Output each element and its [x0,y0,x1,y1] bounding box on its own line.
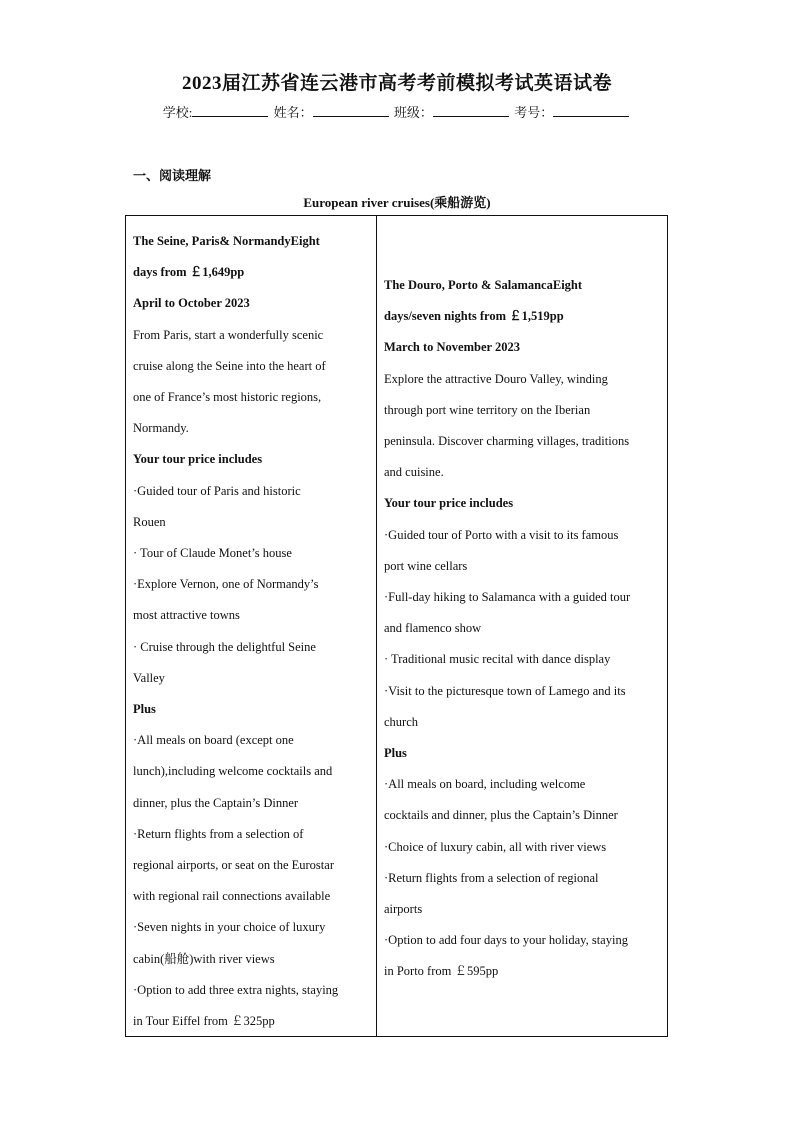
douro-text-line: cocktails and dinner, plus the Captain’s Dinner [384,808,618,823]
seine-text-line: Normandy. [133,421,189,436]
seine-text-line: Valley [133,670,165,685]
douro-text-line: ·Full-day hiking to Salamanca with a guided tour [384,590,631,605]
douro-text-line: Your tour price includes [384,496,514,511]
douro-text-line: · Traditional music recital with dance display [384,652,611,667]
seine-text-line: dinner, plus the Captain’s Dinner [133,795,299,810]
douro-text-line: and cuisine. [384,465,444,480]
seine-text-line: lunch),including welcome cocktails and [133,764,333,779]
douro-text-line: Plus [384,746,407,761]
douro-cruise-cell [377,216,667,1036]
seine-text-line: one of France’s most historic regions, [133,390,322,405]
seine-text-line: ·All meals on board (except one [133,733,294,748]
douro-text-line: port wine cellars [384,558,468,573]
douro-text-line: in Porto from ￡595pp [384,964,499,979]
page-title: 2023届江苏省连云港市高考考前模拟考试英语试卷 [181,73,612,94]
douro-text-line: March to November 2023 [384,340,520,355]
douro-text-line: through port wine territory on the Iberian [384,402,591,417]
seine-text-line: ·Return flights from a selection of [133,826,304,841]
douro-text-line: ·Guided tour of Porto with a visit to its famous [384,527,619,542]
douro-text-line: days/seven nights from ￡1,519pp [384,309,564,324]
school-blank[interactable] [192,104,268,117]
class-label: 班级： [393,105,433,120]
seine-text-line: ·Guided tour of Paris and historic [133,483,301,498]
seine-text-line: The Seine, Paris& NormandyEight [133,234,320,248]
seine-text-line: cruise along the Seine into the heart of [133,358,326,373]
seine-text-line: ·Option to add three extra nights, staying [133,982,339,997]
douro-text-line: ·Option to add four days to your holiday, staying [384,933,628,948]
douro-text-line: peninsula. Discover charming villages, traditions [384,434,630,449]
exam-number-blank[interactable] [553,104,629,117]
douro-text-line: ·Visit to the picturesque town of Lamego and its [384,683,626,698]
seine-text-line: in Tour Eiffel from ￡325pp [133,1014,275,1029]
douro-text-line: airports [384,902,423,917]
seine-text-line: ·Seven nights in your choice of luxury [133,920,326,935]
name-blank[interactable] [313,104,389,117]
seine-text-line: with regional rail connections available [133,889,331,904]
douro-text-line: ·Choice of luxury cabin, all with river views [384,839,607,854]
exam-number-label: 考号： [514,105,554,120]
student-info-line [0,102,794,121]
seine-text-line: April to October 2023 [133,296,250,311]
class-blank[interactable] [433,104,509,117]
seine-text-line: most attractive towns [133,608,240,623]
seine-text-line: · Tour of Claude Monet’s house [133,546,292,561]
seine-cruise-cell [126,216,377,1036]
douro-text-line: The Douro, Porto & SalamancaEight [384,278,583,292]
seine-text-line: Plus [133,702,156,717]
section-heading: 一、阅读理解 [133,168,212,183]
douro-text-line: ·Return flights from a selection of regional [384,870,599,885]
seine-text-line: From Paris, start a wonderfully scenic [133,327,324,342]
seine-text-line: Rouen [133,514,166,529]
seine-text-line: days from ￡1,649pp [133,265,245,280]
seine-text-line: ·Explore Vernon, one of Normandy’s [133,577,319,592]
school-label: 学校: [162,105,193,120]
seine-text-line: · Cruise through the delightful Seine [133,639,316,654]
seine-text-line: regional airports, or seat on the Eurostar [133,858,334,873]
cruise-table [125,215,668,1037]
douro-text-line: Explore the attractive Douro Valley, winding [384,371,608,386]
table-caption: European river cruises(乘船游览) [303,195,491,210]
douro-text-line: ·All meals on board, including welcome [384,777,586,792]
seine-text-line: Your tour price includes [133,452,263,467]
douro-text-line: church [384,714,419,729]
name-label: 姓名： [273,105,313,120]
seine-text-line: cabin(船舱)with river views [133,951,275,966]
douro-text-line: and flamenco show [384,621,482,636]
